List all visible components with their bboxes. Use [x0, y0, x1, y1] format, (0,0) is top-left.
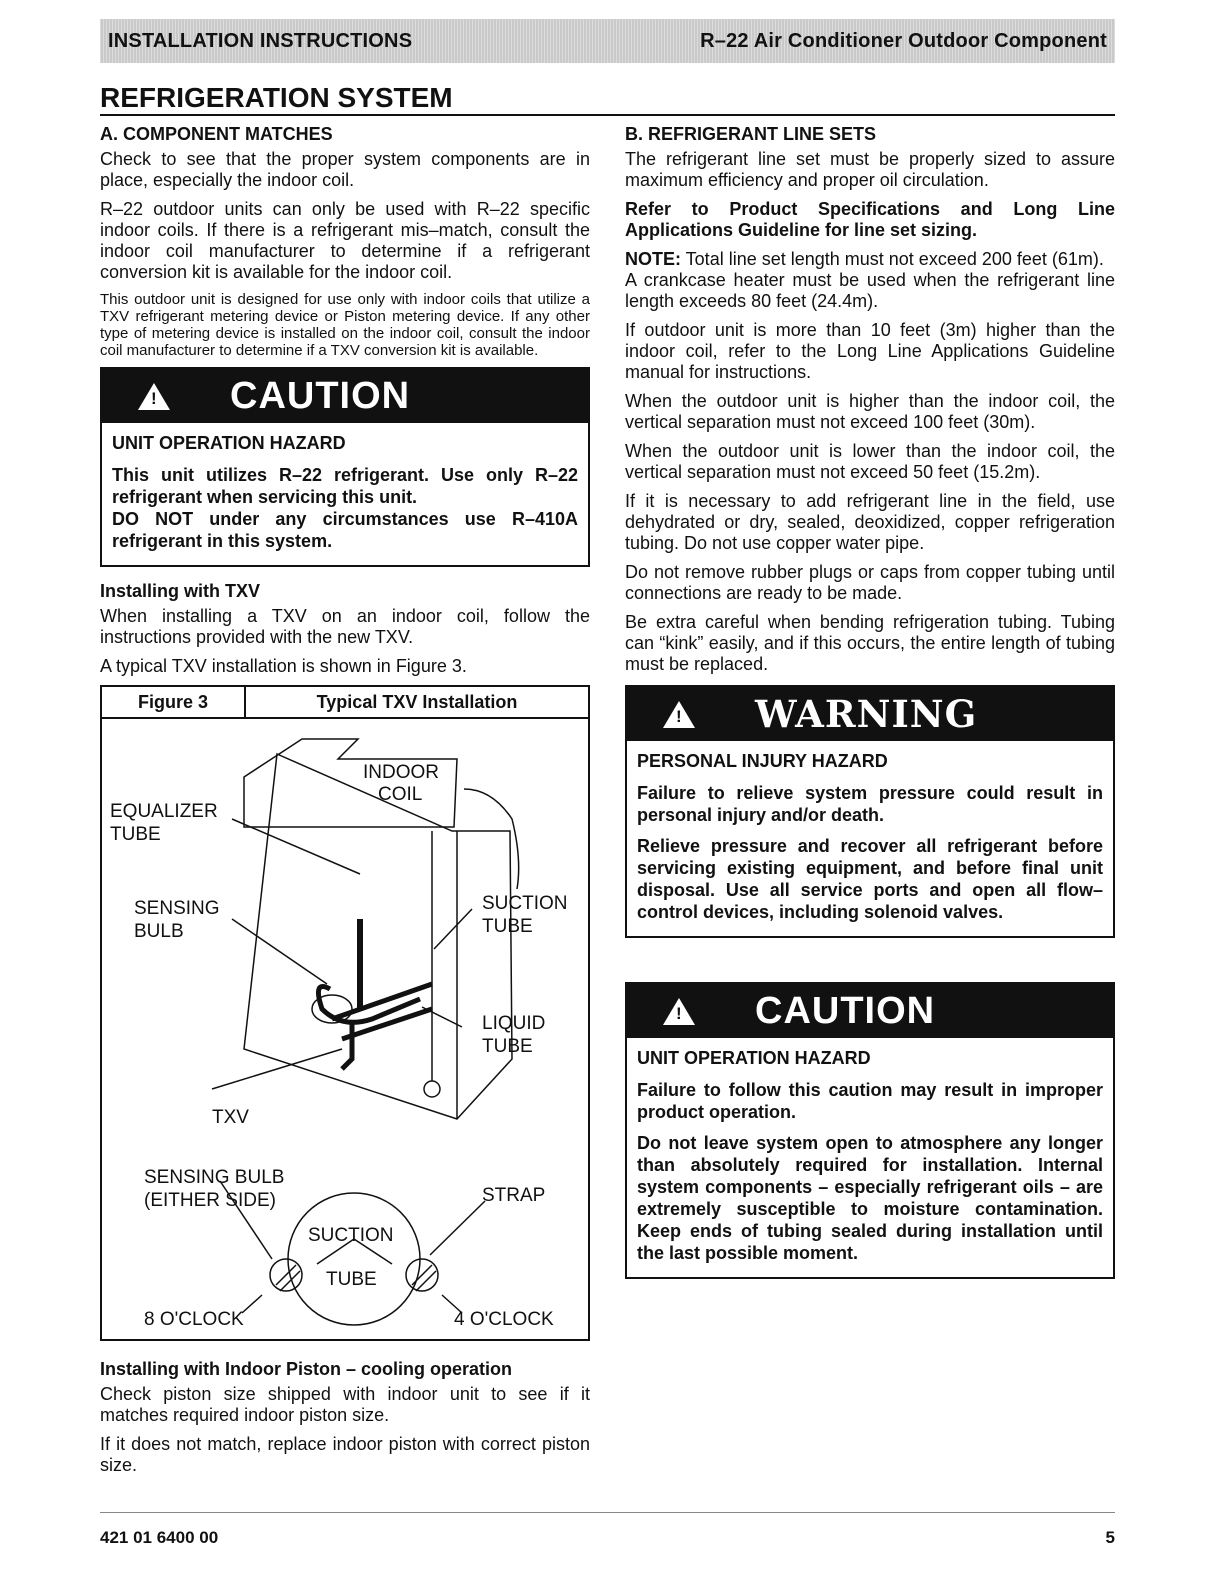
caution-text-1: This unit utilizes R–22 refrigerant. Use only R–22 refrigerant when servicing this unit. — [112, 465, 578, 507]
component-matches-p3: This outdoor unit is designed for use only with indoor coils that utilize a TXV refrigerant metering device or Piston metering device. If any other type of metering device is installed on the indoor coil, consult the indoor coil manufacturer to determine if a TXV conversion kit is available. — [100, 291, 590, 359]
coil-box-outline — [244, 739, 457, 827]
warning-triangle-icon — [663, 998, 695, 1025]
line-sets-p4: If outdoor unit is more than 10 feet (3m) higher than the indoor coil, refer to the Long Line Applications Guideline manual for instructions. — [625, 320, 1115, 382]
component-matches-p1: Check to see that the proper system components are in place, especially the indoor coil. — [100, 149, 590, 190]
piston-heading: Installing with Indoor Piston – cooling operation — [100, 1359, 512, 1379]
label-either-side: (EITHER SIDE) — [144, 1190, 276, 1211]
figure-number: Figure 3 — [102, 687, 246, 717]
warning-word: WARNING — [755, 692, 978, 736]
caution-word-2: CAUTION — [755, 989, 936, 1032]
txv-diagram — [102, 719, 588, 1337]
label-sensing: SENSING — [134, 898, 220, 919]
warning-text-1: Failure to relieve system pressure could result in personal injury and/or death. — [637, 783, 1103, 825]
label-suction-tube: TUBE — [482, 916, 533, 937]
line-sets-p3: A crankcase heater must be used when the refrigerant line length exceeds 80 feet (24.4m). — [625, 270, 1115, 311]
line-sets-p2: Refer to Product Specifications and Long Line Applications Guideline for line set sizing. — [625, 199, 1115, 240]
piston-p1: Check piston size shipped with indoor unit to see if it matches required indoor piston size. — [100, 1384, 590, 1425]
label-cross-tube: TUBE — [326, 1269, 377, 1290]
section-rule — [100, 114, 1115, 116]
label-equalizer: EQUALIZER — [110, 801, 218, 822]
label-liquid-tube: TUBE — [482, 1036, 533, 1057]
warning-header — [627, 687, 1113, 741]
txv-p2: A typical TXV installation is shown in Figure 3. — [100, 656, 467, 676]
figure-3 — [100, 685, 590, 1341]
txv-heading: Installing with TXV — [100, 581, 261, 601]
label-4-oclock: 4 O'CLOCK — [454, 1309, 554, 1330]
warning-text-2: Relieve pressure and recover all refrigerant before servicing existing equipment, and before final unit disposal. Use all service ports and open all flow–control devices, including solenoid valves. — [637, 836, 1103, 922]
label-indoor: INDOOR — [363, 762, 439, 783]
line-sets-p9: Be extra careful when bending refrigeration tubing. Tubing can “kink” easily, and if this occurs, the entire length of tubing must be replaced. — [625, 612, 1115, 674]
piston-p2: If it does not match, replace indoor piston with correct piston size. — [100, 1434, 590, 1475]
line-sets-p1: The refrigerant line set must be properly sized to assure maximum efficiency and proper oil circulation. — [625, 149, 1115, 190]
figure-title: Typical TXV Installation — [316, 691, 518, 712]
caution2-text-2: Do not leave system open to atmosphere any longer than absolutely required for installation. Internal system components – especially refrigerant oils – are extremely susceptible to moisture contamination. Keep ends of tubing sealed during installation until the last possible moment. — [637, 1133, 1103, 1263]
caution-box — [100, 367, 590, 567]
label-liquid: LIQUID — [482, 1013, 546, 1034]
label-sensing-bulb: SENSING BULB — [144, 1167, 285, 1188]
header-right-title: R–22 Air Conditioner Outdoor Component — [700, 29, 1107, 52]
line-sets-note — [625, 249, 1115, 270]
line-sets-p5: When the outdoor unit is higher than the indoor coil, the vertical separation must not exceed 100 feet (30m). — [625, 391, 1115, 432]
label-equalizer-tube: TUBE — [110, 824, 161, 845]
caution-word: CAUTION — [230, 374, 411, 417]
coil-box-top — [244, 754, 512, 1119]
warning-triangle-icon — [138, 383, 170, 410]
label-strap: STRAP — [482, 1185, 546, 1206]
component-matches-p2: R–22 outdoor units can only be used with R–22 specific indoor coils. If there is a refrigerant mis–match, consult the indoor coil manufacturer to determine if a refrigerant conversion kit is available for the indoor coil. — [100, 199, 590, 282]
line-sets-p8: Do not remove rubber plugs or caps from copper tubing until connections are ready to be made. — [625, 562, 1115, 603]
label-8-oclock: 8 O'CLOCK — [144, 1309, 244, 1330]
warning-hazard-title: PERSONAL INJURY HAZARD — [637, 751, 888, 771]
label-txv: TXV — [212, 1107, 249, 1128]
label-cross-suction: SUCTION — [308, 1225, 394, 1246]
warning-triangle-icon — [663, 701, 695, 728]
note-text: Total line set length must not exceed 200 feet (61m). — [681, 249, 1104, 269]
line-sets-p6: When the outdoor unit is lower than the indoor coil, the vertical separation must not exceed 50 feet (15.2m). — [625, 441, 1115, 482]
caution2-hazard-title: UNIT OPERATION HAZARD — [637, 1048, 871, 1068]
line-sets-heading: B. REFRIGERANT LINE SETS — [625, 124, 877, 144]
caution-text-2: DO NOT under any circumstances use R–410A refrigerant in this system. — [112, 509, 578, 551]
footer-page-number: 5 — [1105, 1528, 1115, 1547]
footer-doc-number: 421 01 6400 00 — [100, 1528, 219, 1547]
right-column — [625, 124, 1115, 1293]
caution-box-2 — [625, 982, 1115, 1279]
header-left-title: INSTALLATION INSTRUCTIONS — [108, 29, 413, 52]
note-label: NOTE: — [625, 249, 681, 269]
section-title: REFRIGERATION SYSTEM — [100, 82, 453, 113]
label-coil: COIL — [378, 784, 423, 805]
label-suction: SUCTION — [482, 893, 568, 914]
component-matches-heading: A. COMPONENT MATCHES — [100, 124, 333, 144]
caution-header-2 — [627, 984, 1113, 1038]
caution2-text-1: Failure to follow this caution may result in improper product operation. — [637, 1080, 1103, 1122]
caution-header — [102, 369, 588, 423]
label-bulb: BULB — [134, 921, 184, 942]
page-header-bar — [100, 19, 1115, 63]
caution-hazard-title: UNIT OPERATION HAZARD — [112, 433, 346, 453]
warning-box — [625, 685, 1115, 938]
txv-p1: When installing a TXV on an indoor coil, follow the instructions provided with the new TXV. — [100, 606, 590, 647]
footer-rule — [100, 1512, 1115, 1513]
left-column — [100, 124, 590, 1484]
line-sets-p7: If it is necessary to add refrigerant line in the field, use dehydrated or dry, sealed, deoxidized, copper refrigeration tubing. Do not use copper water pipe. — [625, 491, 1115, 553]
